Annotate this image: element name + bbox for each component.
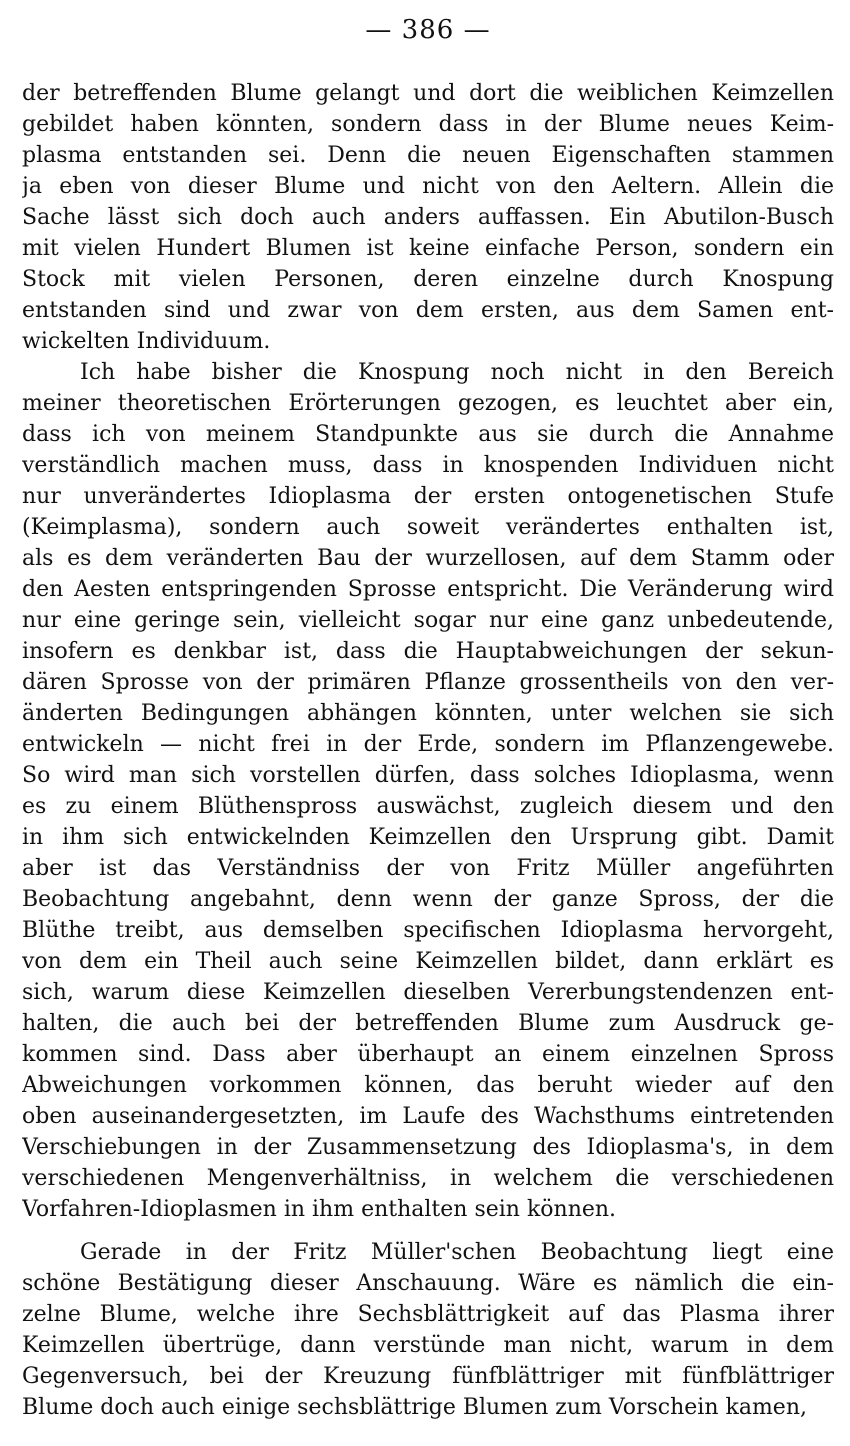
text-line: verschiedenen Mengenverhältniss, in welchem die verschiedenen	[22, 1166, 834, 1191]
text-line: dass ich von meinem Standpunkte aus sie durch die Annahme	[22, 422, 834, 447]
text-line: Gegenversuch, bei der Kreuzung fünfblättriger mit fünfblättriger	[22, 1364, 834, 1389]
text-line: entwickeln — nicht frei in der Erde, sondern im Pflanzengewebe.	[22, 732, 834, 757]
text-line: halten, die auch bei der betreffenden Blume zum Ausdruck ge-	[22, 1011, 834, 1036]
text-line: ja eben von dieser Blume und nicht von den Aeltern. Allein die	[22, 174, 834, 199]
text-line: Blume doch auch einige sechsblättrige Blumen zum Vorschein kamen,	[22, 1395, 807, 1420]
text-line: meiner theoretischen Erörterungen gezogen, es leuchtet aber ein,	[22, 391, 834, 416]
text-line: in ihm sich entwickelnden Keimzellen den Ursprung gibt. Damit	[22, 825, 834, 850]
text-line: den Aesten entspringenden Sprosse entspricht. Die Veränderung wird	[22, 577, 834, 602]
text-line: änderten Bedingungen abhängen könnten, unter welchen sie sich	[22, 701, 834, 726]
text-line: als es dem veränderten Bau der wurzellosen, auf dem Stamm oder	[22, 546, 834, 571]
text-line: schöne Bestätigung dieser Anschauung. Wäre es nämlich die ein-	[22, 1271, 834, 1296]
text-line: dären Sprosse von der primären Pflanze grossentheils von den ver-	[22, 670, 834, 695]
text-line: Sache lässt sich doch auch anders auffassen. Ein Abutilon-Busch	[22, 205, 834, 230]
text-line: Blüthe treibt, aus demselben specifischen Idioplasma hervorgeht,	[22, 918, 834, 943]
text-line: verständlich machen muss, dass in knospenden Individuen nicht	[22, 453, 834, 478]
text-line: von dem ein Theil auch seine Keimzellen bildet, dann erklärt es	[22, 949, 834, 974]
text-line: Stock mit vielen Personen, deren einzelne durch Knospung	[22, 267, 834, 292]
text-line: plasma entstanden sei. Denn die neuen Eigenschaften stammen	[22, 143, 834, 168]
text-line: entstanden sind und zwar von dem ersten, aus dem Samen ent-	[22, 298, 834, 323]
text-line: oben auseinandergesetzten, im Laufe des Wachsthums eintretenden	[22, 1104, 834, 1129]
text-line: kommen sind. Dass aber überhaupt an einem einzelnen Spross	[22, 1042, 834, 1067]
text-line: Abweichungen vorkommen können, das beruht wieder auf den	[22, 1073, 834, 1098]
text-line: mit vielen Hundert Blumen ist keine einfache Person, sondern ein	[22, 236, 834, 261]
text-line: Vorfahren-Idioplasmen in ihm enthalten sein können.	[22, 1197, 617, 1222]
book-page	[22, 14, 834, 1423]
text-line: Verschiebungen in der Zusammensetzung des Idioplasma's, in dem	[22, 1135, 834, 1160]
paragraph-gap	[22, 1225, 834, 1237]
text-line: Keimzellen übertrüge, dann verstünde man nicht, warum in dem	[22, 1333, 834, 1358]
text-line: So wird man sich vorstellen dürfen, dass solches Idioplasma, wenn	[22, 763, 834, 788]
text-line: wickelten Individuum.	[22, 329, 271, 354]
page-number: — 386 —	[365, 15, 491, 45]
text-line: sich, warum diese Keimzellen dieselben Vererbungstendenzen ent-	[22, 980, 834, 1005]
text-line: (Keimplasma), sondern auch soweit verändertes enthalten ist,	[22, 515, 834, 540]
text-body	[22, 78, 834, 1423]
text-line: es zu einem Blüthenspross auswächst, zugleich diesem und den	[22, 794, 834, 819]
text-line: nur eine geringe sein, vielleicht sogar nur eine ganz unbedeutende,	[22, 608, 834, 633]
text-line: Ich habe bisher die Knospung noch nicht in den Bereich	[80, 360, 834, 385]
text-line: gebildet haben könnten, sondern dass in der Blume neues Keim-	[22, 112, 834, 137]
text-line: Gerade in der Fritz Müller'schen Beobachtung liegt eine	[80, 1240, 834, 1265]
text-line: Beobachtung angebahnt, denn wenn der ganze Spross, der die	[22, 887, 834, 912]
text-line: nur unverändertes Idioplasma der ersten ontogenetischen Stufe	[22, 484, 834, 509]
text-line: zelne Blume, welche ihre Sechsblättrigkeit auf das Plasma ihrer	[22, 1302, 834, 1327]
text-line: insofern es denkbar ist, dass die Hauptabweichungen der sekun-	[22, 639, 834, 664]
text-line: aber ist das Verständniss der von Fritz Müller angeführten	[22, 856, 834, 881]
text-line: der betreffenden Blume gelangt und dort die weiblichen Keimzellen	[22, 81, 834, 106]
